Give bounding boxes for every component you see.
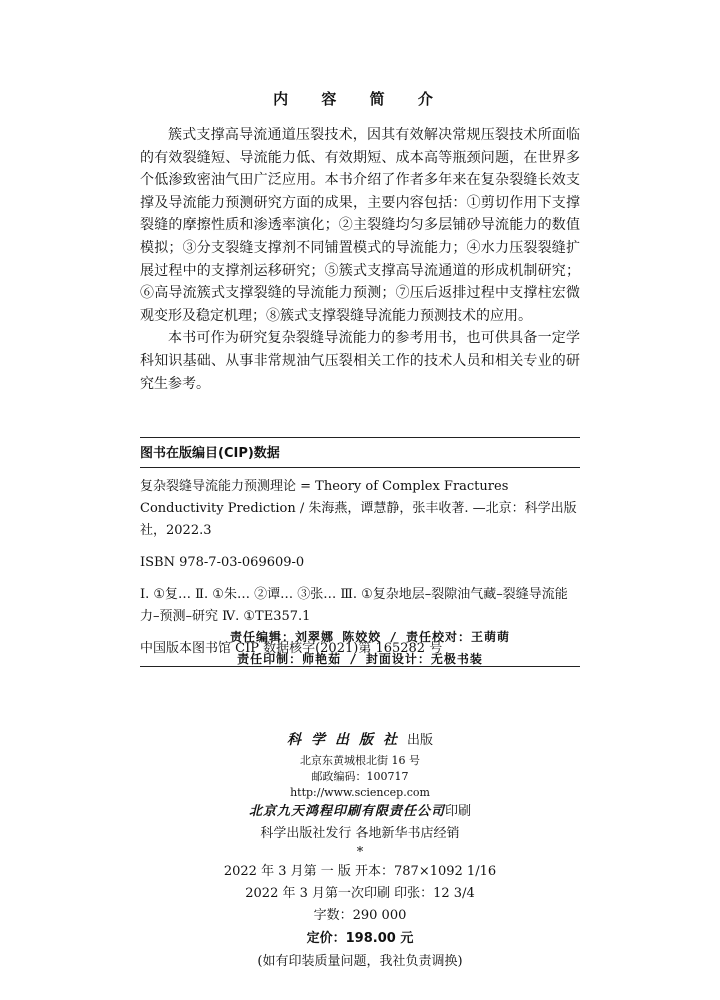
publisher-postcode: 邮政编码：100717 bbox=[311, 770, 409, 783]
cip-top-rule bbox=[140, 437, 580, 438]
cip-heading: 图书在版编目(CIP)数据 bbox=[140, 446, 280, 461]
quality-notice: (如有印装质量问题，我社负责调换) bbox=[257, 954, 463, 969]
cip-record: 复杂裂缝导流能力预测理论 = Theory of Complex Fractures Conductivity Prediction / 朱海燕，谭慧静，张丰收著. —北京：科学出版社，2022.3 bbox=[140, 479, 577, 538]
credits-production: 责任印制：师艳茹 / 封面设计：无极书装 bbox=[237, 652, 483, 666]
edition-line: 2022 年 3 月第 一 版 开本：787×1092 1/16 bbox=[223, 864, 497, 879]
cip-classification: Ⅰ. ①复… Ⅱ. ①朱… ②谭… ③张… Ⅲ. ①复杂地层–裂隙油气藏–裂缝导流能力–预测–研究 Ⅳ. ①TE357.1 bbox=[140, 587, 568, 624]
publisher-suffix: 出版 bbox=[406, 733, 433, 748]
intro-text bbox=[140, 124, 580, 395]
printer-suffix: 印刷 bbox=[445, 804, 472, 819]
credits-editors: 责任编辑：刘翠娜 陈姣姣 / 责任校对：王萌萌 bbox=[230, 630, 510, 644]
publisher-website: http://www.sciencep.com bbox=[290, 786, 430, 799]
word-count: 字数：290 000 bbox=[313, 908, 407, 923]
cip-isbn: ISBN 978-7-03-069609-0 bbox=[140, 555, 305, 570]
publisher-line bbox=[0, 728, 720, 753]
distribution-line: 科学出版社发行 各地新华书店经销 bbox=[260, 826, 460, 841]
credits bbox=[0, 626, 720, 670]
printer-logo: 北京九天鸿程印刷有限责任公司 bbox=[248, 804, 445, 819]
publisher-address: 北京东黄城根北街 16 号 bbox=[300, 754, 420, 767]
intro-title: 内 容 简 介 bbox=[273, 90, 447, 108]
intro-paragraph: 簇式支撑高导流通道压裂技术，因其有效解决常规压裂技术所面临的有效裂缝短、导流能力低、有效期短、成本高等瓶颈问题，在世界多个低渗致密油气田广泛应用。本书介绍了作者多年来在复杂裂缝长效支撑及导流能力预测研究方面的成果，主要内容包括：①剪切作用下支撑裂缝的摩擦性质和渗透率演化；②主裂缝均匀多层铺砂导流能力的数值模拟；③分支裂缝支撑剂不同铺置模式的导流能力；④水力压裂裂缝扩展过程中的支撑剂运移研究；⑤簇式支撑高导流通道的形成机制研究；⑥高导流簇式支撑裂缝的导流能力预测；⑦压后返排过程中支撑柱宏微观变形及稳定机理；⑧簇式支撑裂缝导流能力预测技术的应用。 bbox=[140, 127, 580, 324]
colophon bbox=[0, 728, 720, 973]
printing-line: 2022 年 3 月第一次印刷 印张：12 3/4 bbox=[245, 886, 475, 901]
intro-paragraph: 本书可作为研究复杂裂缝导流能力的参考用书，也可供具备一定学科知识基础、从事非常规油气压裂相关工作的技术人员和相关专业的研究生参考。 bbox=[140, 330, 580, 392]
price: 定价：198.00 元 bbox=[306, 931, 414, 946]
cip-verification: 中国版本图书馆 CIP 数据核字(2021)第 165282 号 bbox=[140, 641, 443, 656]
separator-star: * bbox=[356, 845, 364, 860]
cip-heading-rule bbox=[140, 467, 580, 468]
printer-line bbox=[0, 801, 720, 823]
publisher-logo: 科学出版社 bbox=[286, 732, 407, 748]
